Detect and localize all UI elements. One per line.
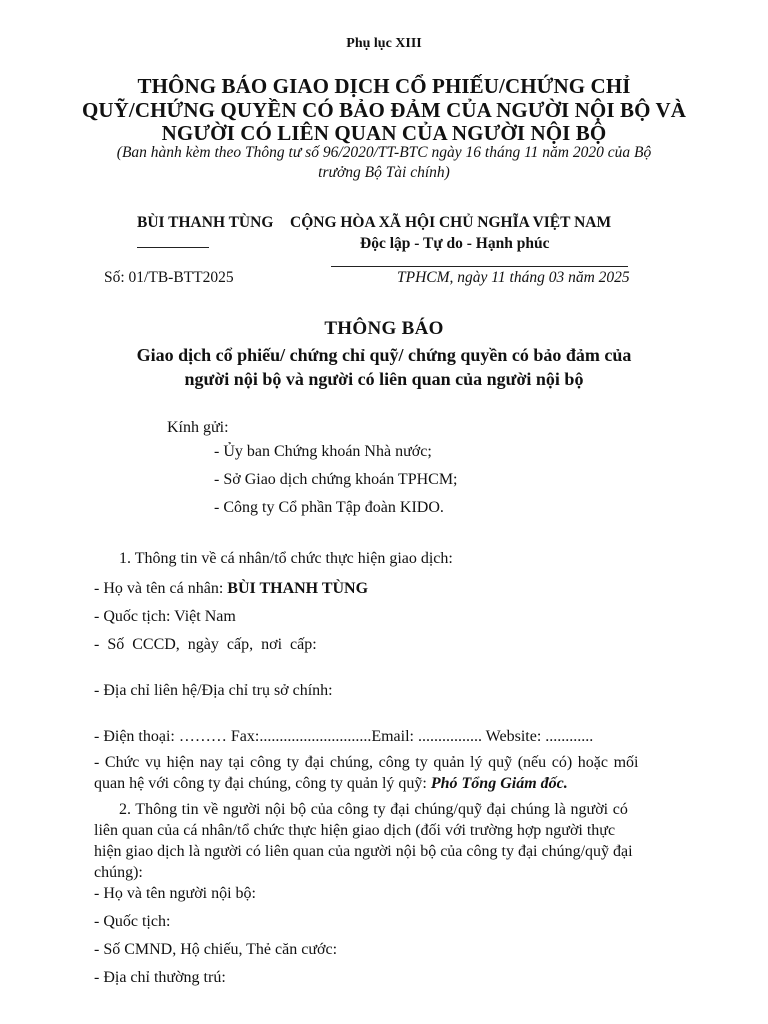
recipients-label: Kính gửi:	[167, 419, 229, 436]
national-motto: Độc lập - Tự do - Hạnh phúc	[360, 235, 550, 252]
insider-name-row: - Họ và tên người nội bộ:	[94, 885, 256, 902]
insider-nationality-row: - Quốc tịch:	[94, 913, 171, 930]
position-label: quan hệ với công ty đại chúng, công ty quản lý quỹ:	[94, 775, 431, 792]
individual-name-label: - Họ và tên cá nhân:	[94, 580, 228, 597]
individual-name-value: BÙI THANH TÙNG	[227, 580, 369, 597]
id-row: - Số CCCD, ngày cấp, nơi cấp:	[94, 636, 317, 653]
form-title-line-2: QUỸ/CHỨNG QUYỀN CÓ BẢO ĐẢM CỦA NGƯỜI NỘI BỘ VÀ	[81, 98, 687, 122]
insider-address-row: - Địa chỉ thường trú:	[94, 969, 226, 986]
section2-text-line-4: chúng):	[94, 864, 143, 881]
recipient-item: - Ủy ban Chứng khoán Nhà nước;	[214, 443, 432, 460]
recipient-item: - Sở Giao dịch chứng khoán TPHCM;	[214, 471, 458, 488]
notice-subtitle-line-1: Giao dịch cổ phiếu/ chứng chỉ quỹ/ chứng quyền có bảo đảm của	[136, 345, 632, 365]
form-title-line-1: THÔNG BÁO GIAO DỊCH CỔ PHIẾU/CHỨNG CHỈ	[137, 74, 631, 98]
notice-title: THÔNG BÁO	[324, 318, 444, 339]
document-number: Số: 01/TB-BTT2025	[104, 269, 234, 286]
section2-text-line-2: liên quan của cá nhân/tổ chức thực hiện giao dịch (đối với trường hợp người thực	[94, 822, 616, 839]
republic-name: CỘNG HÒA XÃ HỘI CHỦ NGHĨA VIỆT NAM	[290, 214, 612, 231]
form-subtitle-line-2: trưởng Bộ Tài chính)	[318, 164, 450, 181]
individual-name-row	[94, 580, 368, 598]
position-row-line-2	[94, 775, 568, 793]
form-title-line-3: NGƯỜI CÓ LIÊN QUAN CỦA NGƯỜI NỘI BỘ	[161, 121, 607, 145]
position-value: Phó Tổng Giám đốc.	[430, 775, 568, 792]
notice-subtitle-line-2: người nội bộ và người có liên quan của người nội bộ	[184, 369, 584, 389]
form-subtitle-line-1: (Ban hành kèm theo Thông tư số 96/2020/TT-BTC ngày 16 tháng 11 năm 2020 của Bộ	[116, 144, 652, 161]
contact-row: - Điện thoại: ……… Fax:............................Email: ................ Website: ............	[94, 728, 594, 745]
address-row: - Địa chỉ liên hệ/Địa chỉ trụ sở chính:	[94, 682, 333, 699]
appendix-label: Phụ lục XIII	[346, 36, 422, 51]
place-date: TPHCM, ngày 11 tháng 03 năm 2025	[397, 269, 630, 286]
author-name: BÙI THANH TÙNG	[137, 214, 274, 231]
section2-text-line-3: hiện giao dịch là người có liên quan của người nội bộ của công ty đại chúng/quỹ đại	[94, 843, 633, 860]
section2-text-line-1: 2. Thông tin về người nội bộ của công ty đại chúng/quỹ đại chúng là người có	[119, 801, 628, 818]
author-underline	[137, 247, 209, 248]
recipient-item: - Công ty Cổ phần Tập đoàn KIDO.	[214, 499, 444, 516]
section1-heading: 1. Thông tin về cá nhân/tổ chức thực hiện giao dịch:	[119, 550, 453, 567]
position-row-line-1: - Chức vụ hiện nay tại công ty đại chúng, công ty quản lý quỹ (nếu có) hoặc mối	[94, 754, 639, 771]
nationality-row: - Quốc tịch: Việt Nam	[94, 608, 236, 625]
insider-id-row: - Số CMND, Hộ chiếu, Thẻ căn cước:	[94, 941, 338, 958]
motto-underline	[331, 266, 628, 267]
